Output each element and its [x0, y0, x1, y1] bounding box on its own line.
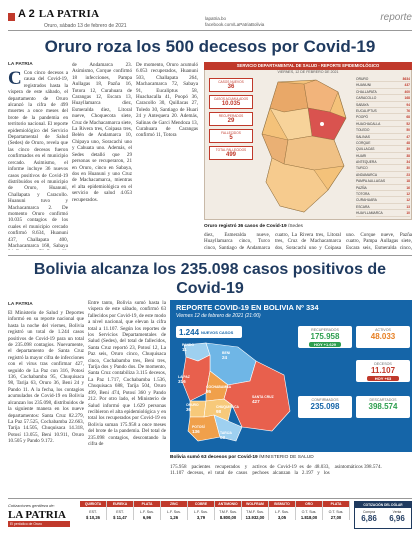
panel-caption-credit: /MINISTERIO DE SALUD [257, 455, 314, 460]
municipality-name: QUILLACAS [356, 147, 375, 152]
department-name: PANDO [182, 343, 194, 347]
municipality-cases: 76 [406, 108, 410, 113]
mineral-quotes [80, 501, 350, 520]
story-divider [8, 255, 412, 256]
department-new-cases: 98 [216, 408, 222, 414]
municipality-cases: 12 [406, 198, 410, 203]
municipality-cases: 8634 [402, 77, 410, 81]
department-name: COCHABAMBA [206, 385, 232, 389]
municipality-cases: 400 [404, 89, 410, 94]
summary-label: RECUPERADOS [218, 114, 244, 118]
story1-headline: Oruro roza los 500 decesos por Covid-19 [44, 37, 376, 56]
story1-column-3 [136, 62, 198, 250]
facebook-link[interactable]: facebook.com/LaPatriaBolivia [205, 22, 265, 27]
story1-column-1-text: Con cinco decesos a causa del Covid-19, registrados hasta la víspera de este sábado, el departamento de Oruro alcanzó la cifra de 499 muertes a once meses del brote de la pandemia en territorio nacional. El reporte epidemiológico del Servicio Departamental de Salud (Sedes) de Oruro, revela que las cinco decesos fueron confirmados en el municipio cercado. Asimismo, el informe incluye 36 nuevos casos positivos de Covid-19 distribuidos en el municipio de Oruro, Huanuni, Challapata y Caracollo. Huanuni tuvo y Machacamarca 2. De momento Oruro confirmó 10.035 contagios de los cuales el municipio cercado confirmó 8.634, Huanuni 437, Challapata 400, Machacamarca 168, Sabaya [8, 70, 68, 249]
quote-value: 27,00 [330, 515, 342, 520]
website-link[interactable]: lapatria.bo [205, 16, 227, 21]
masthead-logo: LA PATRIA [38, 8, 100, 20]
municipality-name: HUANUNI [356, 83, 372, 88]
story1-column-2 [72, 62, 132, 250]
municipality-cases: 13 [406, 204, 410, 209]
department-new-cases: 136 [192, 428, 200, 434]
quote-unit: T.M.F. Sus. [219, 510, 237, 514]
summary-box [209, 112, 253, 126]
summary-label: CASOS NUEVOS [218, 80, 244, 84]
dollar-exchange-box [354, 501, 412, 529]
municipality-name: POOPÓ [356, 115, 369, 120]
quote-name: ZINC [161, 501, 187, 507]
municipality-name: ANDAMARCA [356, 172, 378, 177]
quote-unit: T.M.F. Sus. [246, 510, 264, 514]
municipality-name: CHALLAPATA [356, 89, 377, 94]
footer-logo-tagline: El periódico de Oruro [8, 521, 70, 527]
quote-column [215, 501, 242, 520]
map-region [284, 136, 344, 170]
quote-name: EUREKA [107, 501, 133, 507]
municipality-cases: 47 [406, 134, 410, 139]
stat-label: DESCARTADOS [369, 398, 397, 402]
municipality-cases: 34 [406, 160, 410, 165]
quote-unit: L.F. Sus. [194, 510, 208, 514]
issue-date: Oruro, sábado 13 de febrero de 2021 [44, 23, 127, 29]
infographic-date: VIERNES, 12 DE FEBRERO DE 2021 [277, 70, 339, 74]
panel-title: REPORTE COVID-19 EN BOLIVIA Nº 334 [176, 303, 319, 312]
department-name: ORURO [186, 403, 199, 407]
quote-name: COBRE [188, 501, 214, 507]
story2-continuation-text: 175.958 pacientes recuperados y 11.107 decesos, el total de casos activos de Covid-19 es de 48.033, pechoes alcanzan la 2.197 y los asintomáticos 398.574. [170, 464, 382, 477]
municipality-cases: 10 [406, 211, 410, 216]
quote-value: $ 10,26 [86, 515, 100, 520]
summary-label: TOTAL FALLECIDOS [215, 148, 247, 152]
story1-continuation-text: diez, Esmeralda nueve, Huayllamarca cinco, Turco cinco, Santiago de Andamarca cuatro, La Rivera tres, Litoral tres, Cruz de Machacamarca dos, Soracachi uno y Coipasa uno. Corque nueve, Pazña cuatro, Pampa Aullagas siete, Escara seis, Esmeralda cinco, [204, 232, 412, 251]
summary-value: 36 [227, 84, 235, 90]
stat-value: 175.958 [310, 332, 340, 341]
department-label [192, 425, 205, 434]
quotes-sponsor-label: Cotizaciones gentileza de: [8, 503, 55, 508]
department-label [182, 343, 194, 352]
department-new-cases: 63 [220, 434, 226, 440]
section-label: reporte [380, 12, 412, 23]
quote-value: 3,79 [196, 515, 206, 520]
quote-column [296, 501, 323, 520]
municipality-name: TOLEDO [356, 128, 370, 133]
department-new-cases: 24 [222, 354, 228, 360]
department-name: CHUQUISACA [216, 405, 239, 409]
quote-column [188, 501, 215, 520]
new-cases-value: 1.244 [179, 327, 200, 337]
quote-column [80, 501, 107, 520]
story2-byline: LA PATRIA [8, 302, 33, 307]
municipality-cases: 168 [404, 96, 410, 101]
quote-name: PLATA [323, 501, 349, 507]
fx-buy-value: 6,86 [361, 514, 377, 523]
story1-column-1 [8, 70, 68, 250]
story1-column-3-text: De momento, Oruro acumuló 6.053 recuperados, Huanuni 503, Challapata 264, Machacamarca 72, Sabaya 91, Eucaliptus 58, Huachacalla 41, Poopó 36, Caracollo 30, Quillacas 27, Toledo 30, Santiago de Huari 24 y Antequera 20. Además, Salinas de Garci Mendoza 13, Curahuara de Carangas confirmó 11, Totora [136, 62, 198, 139]
department-name: TARIJA [220, 431, 232, 435]
drop-cap: C [8, 70, 22, 89]
caption-credit: /Sedes [286, 224, 303, 229]
quote-value: 3,05 [277, 515, 287, 520]
quote-value: 1,26 [169, 515, 179, 520]
department-label [206, 385, 231, 394]
panel-caption-bold: Bolivia sumó 63 decesos por Covid-19 [170, 455, 258, 460]
municipality-name: ORURO [356, 77, 369, 81]
department-label [222, 351, 230, 360]
municipality-cases: 50 [406, 128, 410, 133]
summary-value: 29 [227, 118, 235, 124]
quote-name: BISMUTO [269, 501, 295, 507]
stat-card [298, 396, 352, 418]
fx-rates [355, 510, 411, 523]
stat-label: DECESOS [374, 362, 392, 366]
department-labels [176, 341, 294, 445]
quote-name: WOLFRAM [242, 501, 268, 507]
department-label [186, 403, 199, 412]
summary-value: 499 [225, 152, 236, 158]
panel-date: Viernes 12 de febrero de 2021 (21:00) [176, 313, 261, 319]
stat-value: 11.107 [370, 366, 396, 375]
social-links [205, 16, 264, 28]
department-name: SANTA CRUZ [252, 395, 274, 399]
story2-column-2-text: Entre tanto, Bolivia sumó hasta la víspera de este sábado, confirmó 63 fallecidos por Covid-19, de este modo a nivel nacional, que elevan la cifra total a 11.107. Según los reportes de los Servicios Departamentales de Salud (Sedes), del total de fallecidos, Santa Cruz reportó 23, Potosí 12, La Paz seis, Oruro cinco, Chuquisaca cinco, Cochabamba tres, Beni tres, Tarija dos y Pando dos. De momento, Santa Cruz contabiliza 3.115 decesos, La Paz 1.717, Cochabamba 1.536, Chuquisaca 688, Tarija 504, Oruro 499, Beni 474, Potosí 360 y Pando 212. Por otro lado, el Ministerio de Salud informó que 1.629 personas recibieron el alta epidemiológica y en total los recuperados por Covid-19 en Bolivia suman 175.958 a once meses del brote de la pandemia. Del total de 235.098 contagios, descontando la cifra de [88, 300, 166, 447]
quote-column [107, 501, 134, 520]
stat-value: 398.574 [368, 402, 398, 411]
quote-column [242, 501, 269, 520]
summary-box [209, 95, 253, 109]
map-region [270, 82, 308, 112]
municipality-cases: 38 [406, 153, 410, 158]
stat-card [298, 326, 352, 348]
department-new-cases: 36 [186, 406, 192, 412]
infographic-caption [204, 224, 303, 229]
department-label [252, 395, 274, 404]
oruro-department-map [258, 78, 352, 216]
page-number: A 2 [18, 8, 35, 20]
quote-unit: EST. [116, 510, 124, 514]
fx-buy-label: Compra [362, 510, 376, 514]
quote-value: 1.818,00 [300, 515, 318, 520]
quote-value: 6,96 [142, 515, 152, 520]
stat-card [356, 360, 410, 382]
infographic-summary [209, 78, 253, 163]
municipality-name: HUARI [356, 153, 367, 158]
municipality-name: TOTORA [356, 192, 370, 197]
municipality-name: PAZÑA [356, 185, 367, 190]
story2-headline: Bolivia alcanza los 235.098 casos positivos de Covid-19 [33, 261, 387, 297]
municipality-name: SALINAS [356, 134, 370, 139]
quote-column [323, 501, 350, 520]
municipality-cases: 52 [406, 121, 410, 126]
municipality-cases: 48 [406, 140, 410, 145]
quote-name: ANTIMONIO [215, 501, 241, 507]
story2-column-2 [88, 300, 166, 495]
story1-column-2-text: de Andamarca 23. Asimismo, Corque confirmó 18 infecciones, Pampa Aullagas 18, Pazña 16, Totora 12, Curahuara de Carangas 12, Escara 13, Huayllamarca diez, Esmeralda diez, Litoral nueve, Choquecota siete, Cruz de Machacamarca siete, La Rivera tres, Coipasa tres, Belén de Andamarca 10, Chipaya uno, Soracachi uno y Cahuata uno. Además, el Sedes detalló que 29 personas se recuperaron, 21 en Oruro, cinco en Sabaya, dos en Huanuni y uno Cruz de Machacamarca, mientras el alta epidemiológica en el servicio de salud 4.053 recuperados. [72, 62, 132, 203]
department-label [220, 431, 232, 440]
header [8, 8, 99, 20]
new-cases-badge [176, 326, 242, 338]
department-name: POTOSÍ [192, 425, 205, 429]
city-marker [320, 122, 324, 126]
caption-bold: Oruro registró 36 casos de Covid-19 [204, 224, 287, 229]
stat-delta: HOY +1.629 [309, 342, 341, 347]
footer-divider [8, 498, 412, 499]
municipality-cases: 12 [406, 192, 410, 197]
summary-value: 5 [229, 135, 233, 141]
municipality-name: HUAYLLAMARCA [356, 211, 383, 216]
story1-continuation [204, 232, 412, 252]
municipality-cases: 23 [406, 172, 410, 177]
quote-name: PLATA [134, 501, 160, 507]
department-label [216, 405, 239, 414]
quote-unit: O.T. Sus. [301, 510, 317, 514]
department-label [178, 375, 190, 384]
municipality-name: HUACHACALLA [356, 121, 381, 126]
stat-value: 235.098 [310, 402, 340, 411]
quote-value: 13.932,00 [245, 515, 265, 520]
quote-unit: L.F. Sus. [275, 510, 289, 514]
quote-value: 8.800,00 [219, 515, 237, 520]
municipality-cases: 18 [406, 179, 410, 184]
quote-column [269, 501, 296, 520]
footer-logo: LA PATRIA [8, 509, 66, 521]
story2-column-1 [8, 310, 84, 495]
municipality-cases: 39 [406, 147, 410, 152]
stat-label: ACTIVOS [375, 328, 391, 332]
summary-box [209, 129, 253, 143]
stat-label: RECUPERADOS [311, 328, 339, 332]
fx-sell [389, 510, 405, 523]
department-new-cases: 95 [206, 388, 212, 394]
department-new-cases: 427 [252, 398, 260, 404]
quote-name: ORO [296, 501, 322, 507]
stats-grid [298, 326, 410, 448]
municipality-name: SABAYA [356, 102, 369, 107]
quote-column [161, 501, 188, 520]
summary-box [209, 78, 253, 92]
quote-unit: L.F. Sus. [167, 510, 181, 514]
stat-card [356, 396, 410, 418]
stat-value: 48.033 [370, 332, 396, 341]
summary-value: 10.035 [221, 101, 241, 107]
municipality-cases: 16 [406, 185, 410, 190]
municipality-name: ANTEQUERA [356, 160, 377, 165]
department-new-cases: 11 [182, 346, 187, 352]
municipality-name: CURAHUARA [356, 198, 377, 203]
department-name: BENI [222, 351, 231, 355]
quote-unit: O.T. Sus. [328, 510, 344, 514]
stat-card [356, 326, 410, 348]
summary-box [209, 146, 253, 160]
municipality-name: TURCO [356, 166, 368, 171]
municipality-cases: 68 [406, 115, 410, 120]
fx-title: COTIZACIÓN DEL DÓLAR [355, 502, 411, 508]
municipality-name: EUCALIPTUS [356, 108, 377, 113]
fx-sell-label: Venta [392, 510, 402, 514]
municipality-name: PAMPA AULLAGAS [356, 179, 386, 184]
municipality-name: CARACOLLO [356, 96, 377, 101]
fx-buy [361, 510, 377, 523]
story2-column-1-text: El Ministerio de Salud y Deportes informó en su reporte nacional que hasta la noche del viernes, Bolivia registró un total de 1.244 casos positivos de Covid-19 para un total de 235.098 contagios. Nuevamente, el departamento de Santa Cruz registró la mayor cifra de infecciones con el virus tras confirmar 427, seguido de La Paz con 316, Potosí 136, Cochabamba 95, Chuquisaca 98, Tarija 63, Oruro 36, Beni 24 y Pando 11. A la fecha, los contagios acumulados de Covid-19 en Bolivia alcanzan los 235.098, distribuidos de la siguiente manera en los nueve departamentos: Santa Cruz 82.279, La Paz 57.525, Cochabamba 22.663, Tarija 14.505, Chuquisaca 14.318, Potosí 13.055, Beni 10.911, Oruro 10.505 y Pando 9.172. [8, 310, 84, 445]
municipality-cases: 94 [406, 102, 410, 107]
fx-sell-value: 6,96 [389, 514, 405, 523]
stat-delta: HOY +63 [367, 376, 399, 381]
quote-unit: L.F. Sus. [140, 510, 154, 514]
municipality-name: ESCARA [356, 204, 370, 209]
department-new-cases: 316 [178, 378, 186, 384]
quote-unit: EST. [89, 510, 97, 514]
quote-value: $ 11,47 [113, 515, 127, 520]
new-cases-label: NUEVOS CASOS [201, 329, 234, 335]
story1-byline: LA PATRIA [8, 62, 33, 67]
quote-name: QUIRIOTA [80, 501, 106, 507]
department-name: LA PAZ [178, 375, 190, 379]
municipality-table [356, 76, 410, 217]
quote-column [134, 501, 161, 520]
story2-continuation [170, 464, 412, 494]
stat-label: CONFIRMADOS [311, 398, 339, 402]
municipality-name: CORQUE [356, 140, 371, 145]
municipality-cases: 437 [404, 83, 410, 88]
table-row [356, 210, 410, 216]
header-divider [8, 30, 412, 31]
panel-caption [170, 455, 314, 460]
infographic-title: SERVICIO DEPARTAMENTAL DE SALUD - REPORTE EPIDEMIOLÓGICO [204, 62, 412, 70]
summary-label: CASOS ACUMULADOS [213, 97, 249, 101]
municipality-cases: 30 [406, 166, 410, 171]
summary-label: FALLECIDOS [221, 131, 241, 135]
